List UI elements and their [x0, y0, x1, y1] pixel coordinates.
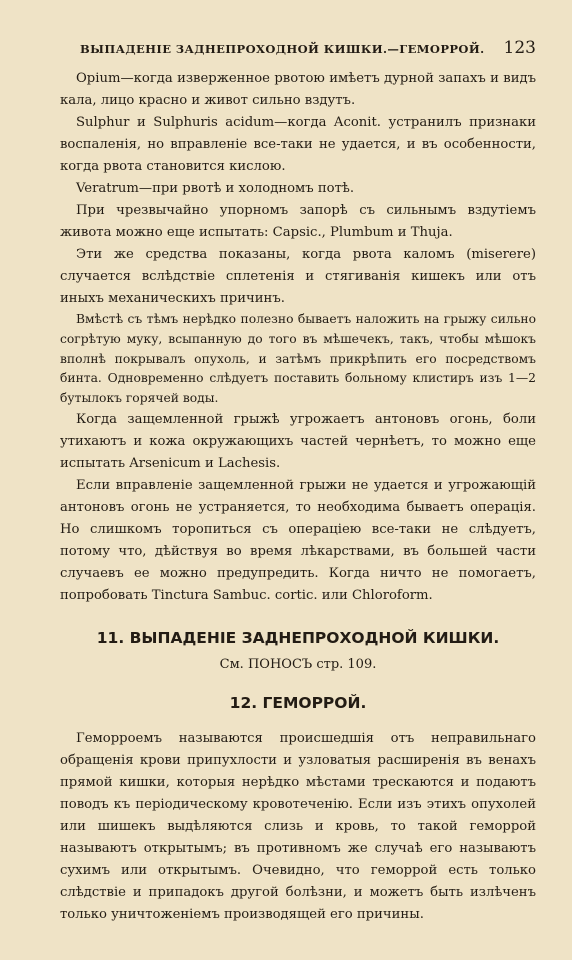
- paragraph-hemorrhoids: Геморроемъ называются происшедшія отъ неправильнаго обращенія крови припухлости и узловатыя расширенія въ венахъ прямой кишки, которыя нерѣдко мѣстами трескаются и подаютъ поводъ къ періодическому кровотеченію. Если изъ этихъ опухолей или шишекъ выдѣляются слизь и кровь, то такой геморрой называютъ открытымъ; въ противномъ же случаѣ его называютъ сухимъ или открытымъ. Очевидно, что геморрой есть только слѣдствіе и припадокъ другой болѣзни, и можетъ быть излѣченъ только уничтоженіемъ производящей его причины.: [60, 730, 536, 922]
- paragraph-operation: Если вправленіе защемленной грыжи не удается и угрожающій антоновъ огонь не устраняется, то необходима бываетъ операція. Но слишкомъ торопиться съ операціею все-таки не слѣдуетъ, потому что, дѣйствуя во время лѣкарствами, въ большей части случаевъ ее можно предупредить. Когда ничто не помогаетъ, попробовать Tinctura Sambuc. cortic. или Chloroform.: [60, 477, 536, 603]
- paragraph-veratrum: Veratrum—при рвотѣ и холодномъ потѣ.: [76, 181, 355, 196]
- paragraph-gangrene: Когда защемленной грыжѣ угрожаетъ антоновъ огонь, боли утихаютъ и кожа окружающихъ частей чернѣетъ, то можно еще испытать Arsenicum и Lachesis.: [60, 411, 536, 471]
- paragraph-poultice: Вмѣстѣ съ тѣмъ нерѣдко полезно бываетъ наложить на грыжу сильно согрѣтую муку, всыпанную до того въ мѣшечекъ, такъ, чтобы мѣшокъ вполнѣ покрывалъ опухоль, и затѣмъ прикрѣпить его посредствомъ бинта. Одновременно слѣдуетъ поставить больному клистиръ изъ 1—2 бутылокъ горячей воды.: [60, 312, 536, 406]
- paragraph-constipation: При чрезвычайно упорномъ запорѣ съ сильнымъ вздутіемъ живота можно еще испытать: Capsic., Plumbum и Thuja.: [60, 203, 536, 240]
- section-11-see-also: См. ПОНОСЪ стр. 109.: [219, 656, 377, 672]
- section-11-heading: 11. ВЫПАДЕНІЕ ЗАДНЕПРОХОДНОЙ КИШКИ.: [96, 628, 500, 647]
- paragraph-sulphur: Sulphur и Sulphuris acidum—когда Aconit. устранилъ признаки воспаленія, но вправленіе все-таки не удается, и въ особенности, когда рвота становится кислою.: [60, 115, 536, 174]
- running-title: ВЫПАДЕНІЕ ЗАДНЕПРОХОДНОЙ КИШКИ.—ГЕМОРРОЙ.: [80, 42, 485, 56]
- running-header: [60, 38, 536, 62]
- paragraph-opium: Opium—когда изверженное рвотою имѣетъ дурной запахъ и видъ кала, лицо красно и живот сильно вздутъ.: [60, 71, 536, 108]
- section-12-heading: 12. ГЕМОРРОЙ.: [229, 693, 367, 712]
- paragraph-miserere: Эти же средства показаны, когда рвота каломъ (miserere) случается вслѣдствіе сплетенія и стягиванія кишекъ или отъ иныхъ механическихъ причинъ.: [60, 247, 536, 306]
- page-number: 123: [503, 38, 536, 58]
